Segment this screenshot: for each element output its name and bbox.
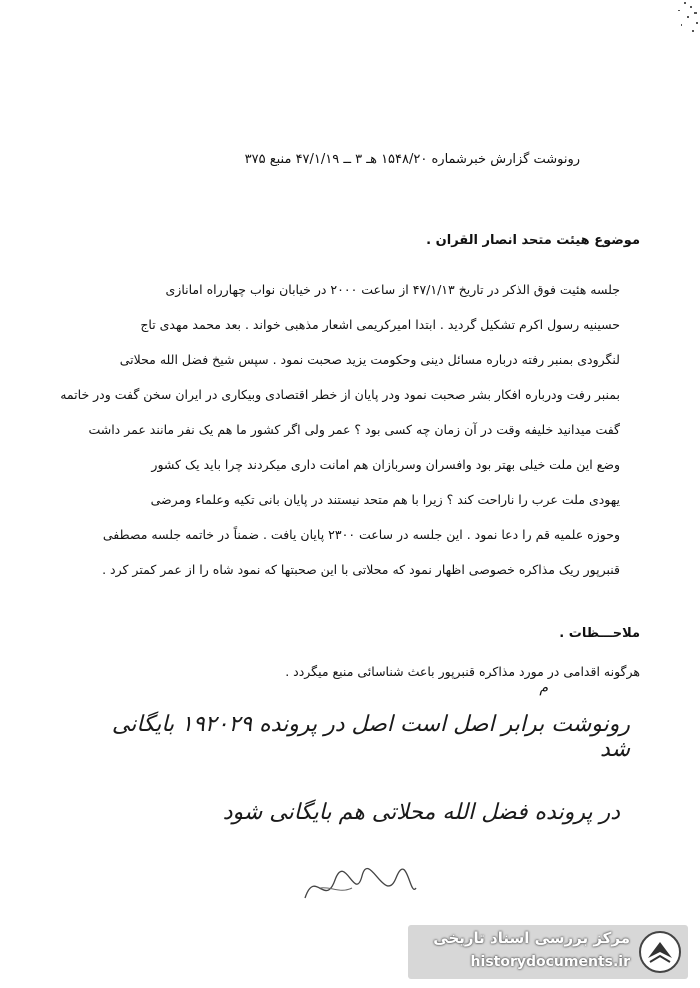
body-line: گفت میدانید خلیفه وقت در آن زمان چه کسی بود ؟ عمر ولی اگر کشور ما هم یک نفر مانند عمر داشت bbox=[88, 422, 620, 437]
body-line: بمنبر رفت ودرباره افکار بشر صحبت نمود ودر پایان از خطر اقتصادی وبیکاری در ایران سخن گفت ودر خاتمه bbox=[60, 387, 620, 402]
body-line: وضع این ملت خیلی بهتر بود وافسران وسربازان هم امانت داری میکردند چرا باید یک کشور bbox=[151, 457, 620, 472]
report-subject: موضوع هیئت متحد انصار القران . bbox=[426, 233, 640, 248]
watermark-logo bbox=[408, 925, 688, 979]
body-line: یهودی ملت عرب را ناراحت کند ؟ زیرا با هم متحد نیستند در پایان بانی تکیه وعلماء ومرضی bbox=[150, 492, 620, 507]
watermark-name: مرکز بررسی اسناد تاریخی bbox=[433, 929, 630, 947]
body-line: لنگرودی بمنبر رفته درباره مسائل دینی وحکومت یزید صحبت نمود . سپس شیخ فضل الله محلاتی bbox=[119, 352, 620, 367]
handwritten-signature bbox=[300, 858, 420, 913]
book-logo-icon bbox=[638, 930, 682, 974]
handwritten-annotation-2: در پرونده فضل الله محلاتی هم بایگانی شود bbox=[222, 800, 620, 825]
report-body bbox=[60, 272, 620, 587]
notes-title: ملاحـــظات . bbox=[559, 626, 640, 641]
report-header: رونوشت گزارش خبرشماره ۱۵۴۸/۲۰ هـ ۳ ــ ۴۷/۱/۱۹ منبع ۳۷۵ bbox=[244, 152, 580, 167]
notes-text: هرگونه اقدامی در مورد مذاکره قنبرپور باعث شناسائی منبع میگردد . bbox=[285, 664, 640, 679]
body-line: قنبرپور ریک مذاکره خصوصی اظهار نمود که محلاتی با این صحبتها که نمود شاه را از عمر کمتر کرد . bbox=[102, 562, 620, 577]
handwritten-mark: م bbox=[539, 680, 548, 696]
watermark-url: historydocuments.ir bbox=[470, 954, 630, 970]
scan-noise bbox=[640, 0, 700, 40]
body-line: وحوزه علمیه قم را دعا نمود . این جلسه در ساعت ۲۳۰۰ پایان یافت . ضمناً در خاتمه جلسه مصطفی bbox=[102, 527, 620, 542]
handwritten-annotation-1: رونوشت برابر اصل است اصل در پرونده ۱۹۲۰۲۹ بایگانی شد bbox=[111, 712, 630, 762]
body-line: جلسه هئیت فوق الذکر در تاریخ ۴۷/۱/۱۳ از ساعت ۲۰۰۰ در خیابان نواب چهارراه امانازی bbox=[165, 282, 620, 297]
body-line: حسینیه رسول اکرم تشکیل گردید . ابتدا امیرکریمی اشعار مذهبی خواند . بعد محمد مهدی تاج bbox=[140, 317, 620, 332]
